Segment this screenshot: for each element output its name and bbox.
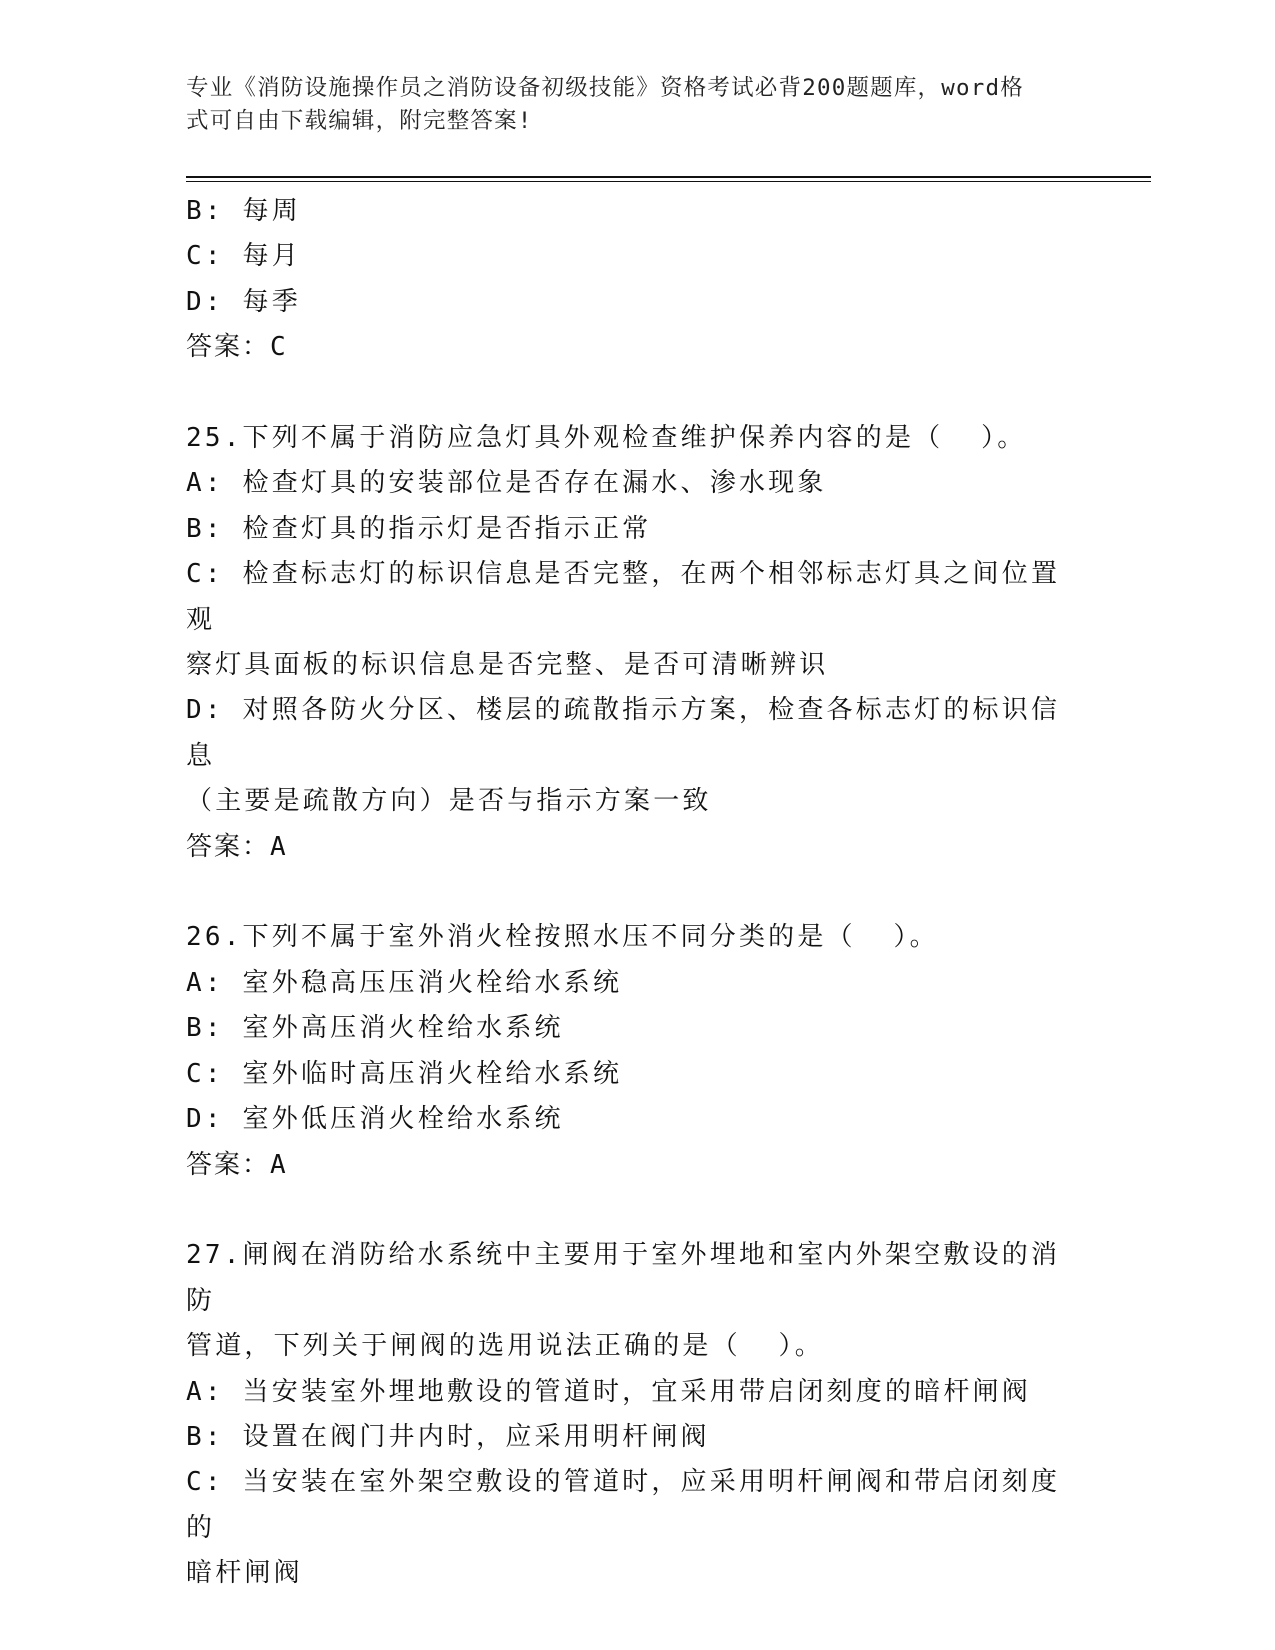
q24-answer: 答案：C bbox=[186, 332, 288, 363]
spacer bbox=[186, 1188, 1086, 1233]
q27-option-c-line-2: 暗杆闸阀 bbox=[186, 1558, 303, 1589]
q26-answer: 答案：A bbox=[186, 1149, 288, 1180]
question-25-block bbox=[186, 416, 1086, 870]
q24-option-d: D: 每季 bbox=[186, 286, 301, 317]
page-header bbox=[186, 72, 1066, 138]
spacer bbox=[186, 371, 1086, 416]
question-26-block bbox=[186, 915, 1086, 1187]
q27-stem-line-2: 管道，下列关于闸阀的选用说法正确的是（ ）。 bbox=[186, 1331, 824, 1362]
q26-option-b: B: 室外高压消火栓给水系统 bbox=[186, 1013, 564, 1044]
q27-option-c-line-1: C: 当安装在室外架空敷设的管道时，应采用明杆闸阀和带启闭刻度的 bbox=[186, 1467, 1061, 1543]
q25-answer: 答案：A bbox=[186, 831, 288, 862]
q27-stem-line-1: 27.闸阀在消防给水系统中主要用于室外埋地和室内外架空敷设的消防 bbox=[186, 1240, 1061, 1316]
q25-option-c-line-2: 察灯具面板的标识信息是否完整、是否可清晰辨识 bbox=[186, 650, 829, 681]
q26-option-c: C: 室外临时高压消火栓给水系统 bbox=[186, 1058, 623, 1089]
header-divider-thin bbox=[186, 181, 1151, 182]
header-line-2: 式可自由下载编辑，附完整答案! bbox=[186, 108, 533, 134]
q25-stem: 25.下列不属于消防应急灯具外观检查维护保养内容的是（ ）。 bbox=[186, 423, 1027, 454]
question-27-block bbox=[186, 1233, 1086, 1596]
q27-option-a: A: 当安装室外埋地敷设的管道时，宜采用带启闭刻度的暗杆闸阀 bbox=[186, 1376, 1031, 1407]
q25-option-d-line-1: D: 对照各防火分区、楼层的疏散指示方案，检查各标志灯的标识信息 bbox=[186, 695, 1061, 771]
question-24-block bbox=[186, 189, 1086, 371]
question-content bbox=[186, 189, 1086, 1597]
q25-option-c-line-1: C: 检查标志灯的标识信息是否完整，在两个相邻标志灯具之间位置观 bbox=[186, 559, 1061, 635]
q24-option-c: C: 每月 bbox=[186, 241, 301, 272]
q25-option-d-line-2: （主要是疏散方向）是否与指示方案一致 bbox=[186, 786, 712, 817]
q25-option-a: A: 检查灯具的安装部位是否存在漏水、渗水现象 bbox=[186, 468, 827, 499]
q26-option-a: A: 室外稳高压压消火栓给水系统 bbox=[186, 967, 623, 998]
q26-option-d: D: 室外低压消火栓给水系统 bbox=[186, 1104, 564, 1135]
spacer bbox=[186, 870, 1086, 915]
q25-option-b: B: 检查灯具的指示灯是否指示正常 bbox=[186, 513, 652, 544]
q27-option-b: B: 设置在阀门井内时，应采用明杆闸阀 bbox=[186, 1421, 710, 1452]
header-line-1: 专业《消防设施操作员之消防设备初级技能》资格考试必背200题题库，word格 bbox=[186, 75, 1024, 101]
q24-option-b: B: 每周 bbox=[186, 196, 301, 226]
q26-stem: 26.下列不属于室外消火栓按照水压不同分类的是（ ）。 bbox=[186, 922, 939, 953]
header-divider-thick bbox=[186, 176, 1151, 178]
